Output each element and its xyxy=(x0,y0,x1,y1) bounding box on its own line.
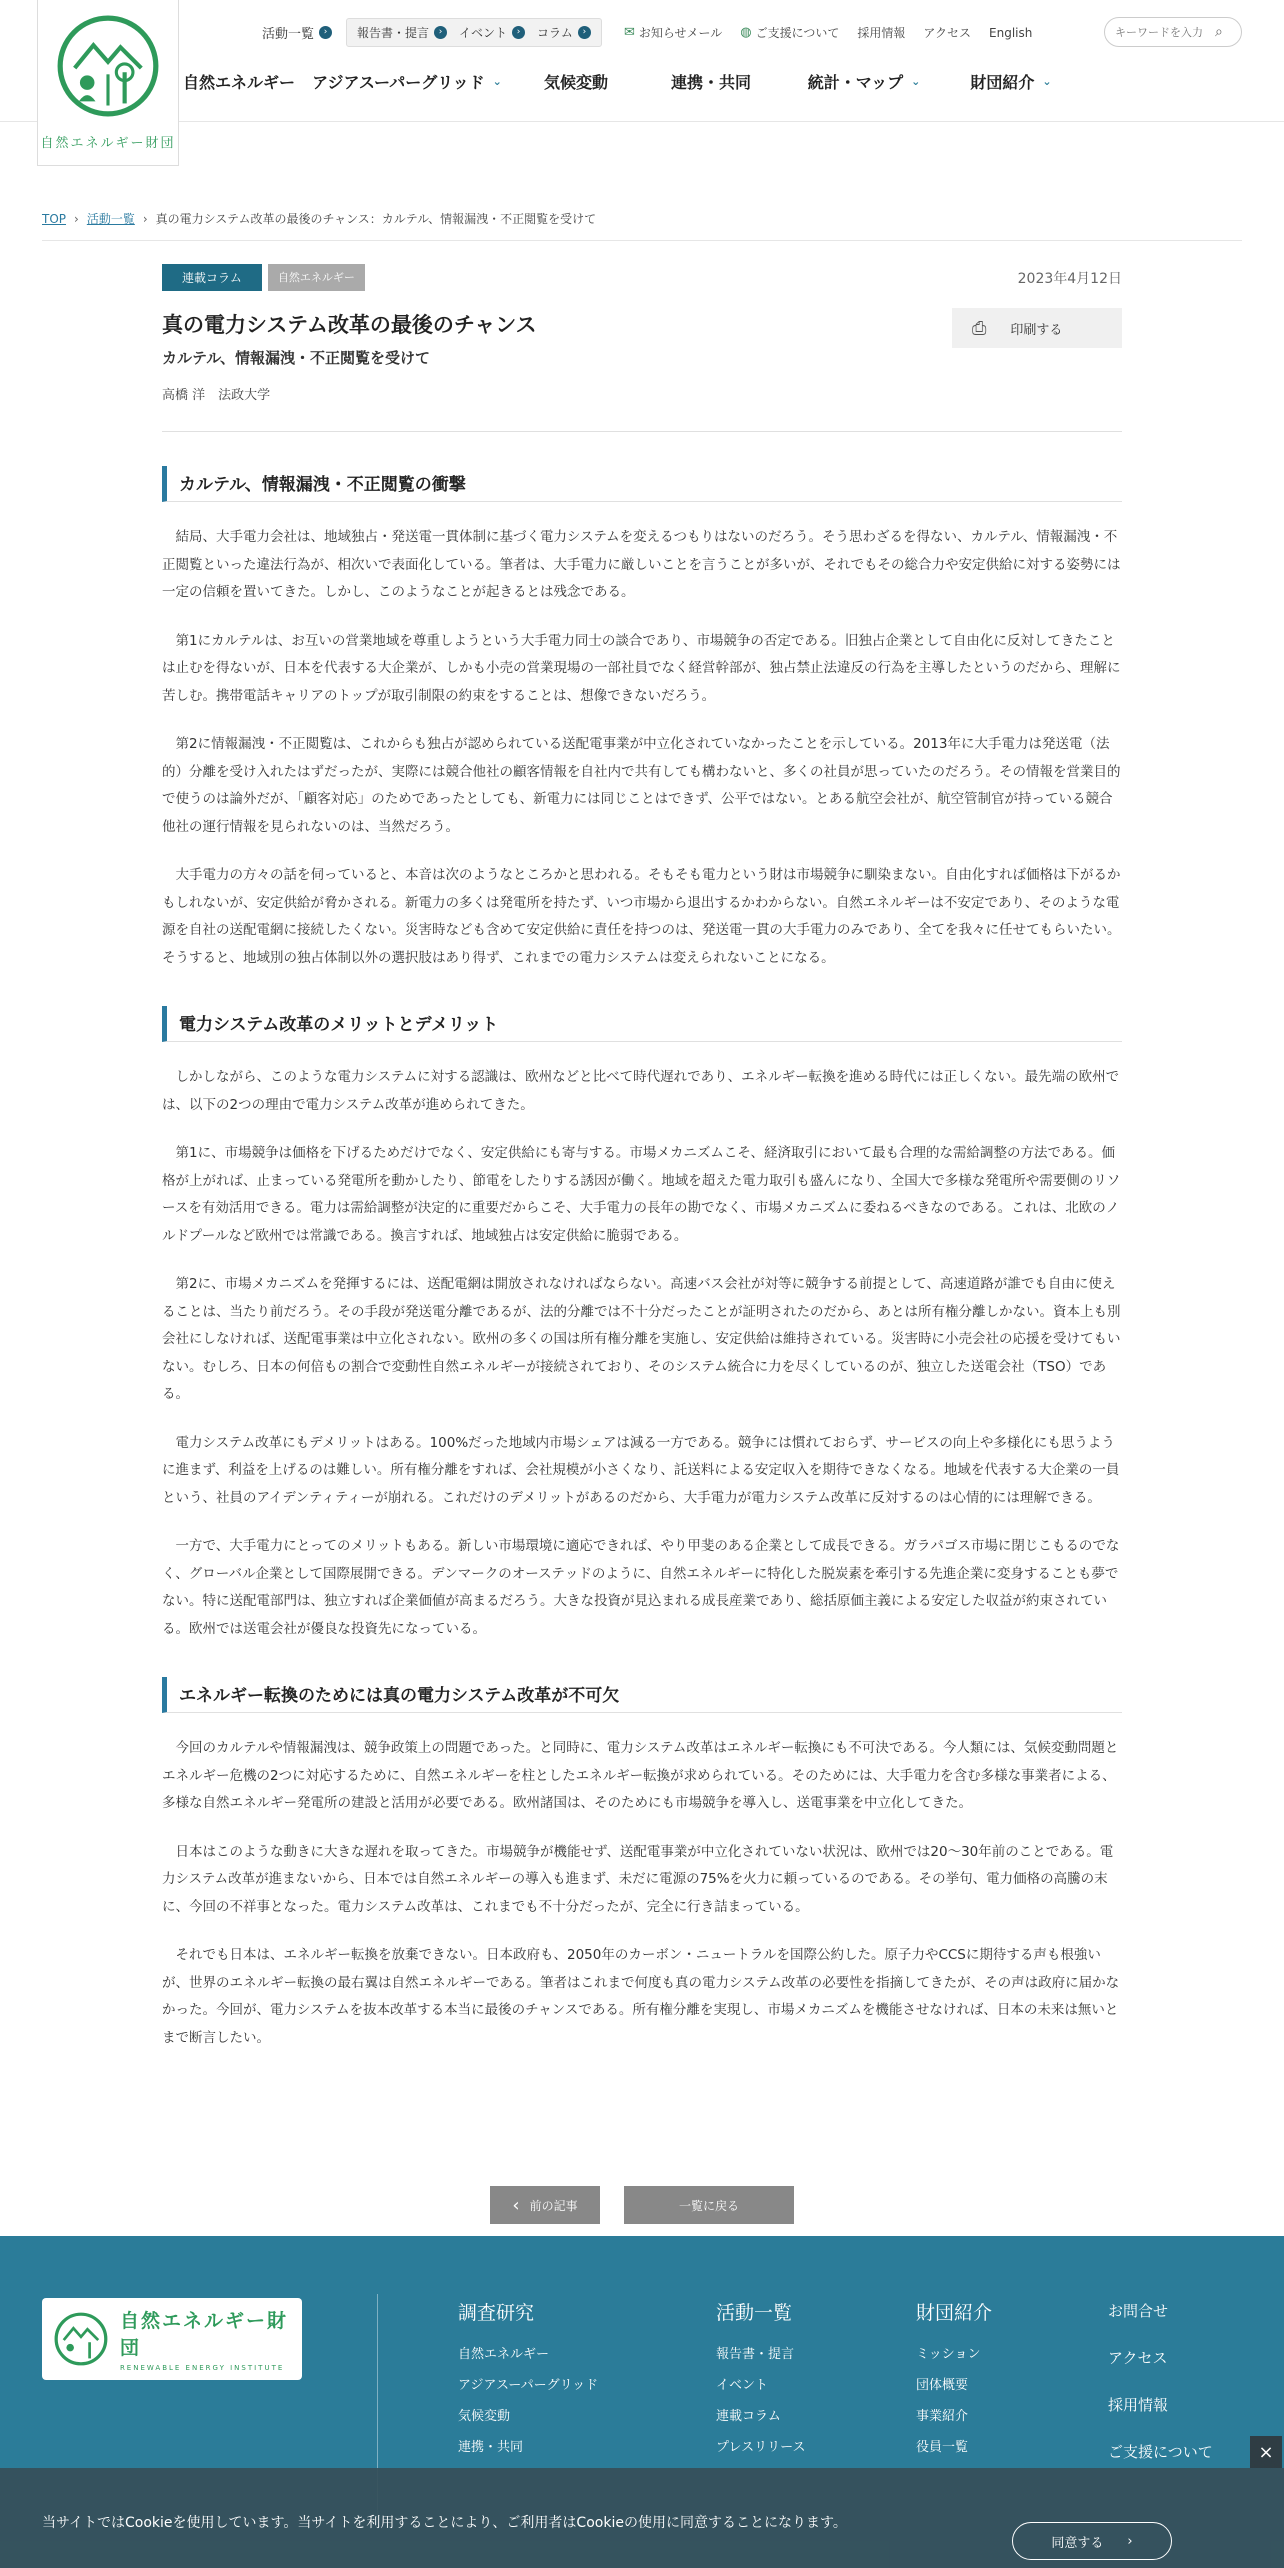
site-header xyxy=(0,0,1284,151)
topnav-events[interactable] xyxy=(459,24,525,41)
article-subtitle: カルテル、情報漏洩・不正閲覧を受けて xyxy=(162,349,431,367)
footer-col-heading[interactable]: 調査研究 xyxy=(458,2302,535,2324)
paragraph: 一方で、大手電力にとってのメリットもある。新しい市場環境に適応できれば、やり甲斐のある企業として成長できる。ガラパゴス市場に閉じこもるのでなく、グローバル企業として国際展開できる。デンマークのオーステッドのように、自然エネルギーに特化した脱炭素を牽引する先進企業に変身することも夢でない。特に送配電部門は、独立すれば企業価値が高まるだろう。大きな投資が見込まれる成長産業であり、総括原価主義による安定した収益が約束されている。欧州では送電会社が優良な投資先になっている。 xyxy=(162,1538,1120,1637)
util-english-label: English xyxy=(989,25,1033,40)
article-title: 真の電力システム改革の最後のチャンス xyxy=(162,313,537,337)
breadcrumb xyxy=(42,210,596,227)
logo-emblem-icon xyxy=(56,14,160,118)
article-tags xyxy=(162,264,1122,291)
paragraph: 大手電力の方々の話を伺っていると、本音は次のようなところかと思われる。そもそも電力という財は市場競争に馴染まない。自由化すれば価格は下がるかもしれないが、安定供給が脅かされる。新電力の多くは発電所を持たず、いつ市場から退出するかわからない。自然エネルギーは不安定であり、そのような電源を自社の送配電網に接続したくない。災害時なども含めて安定供給に責任を持つのは、発送電一貫の大手電力のみであり、全てを我々に任せてもらいたい。そうすると、地域別の独占体制以外の選択肢はあり得ず、これまでの電力システムは変えられないことになる。 xyxy=(162,867,1121,966)
utility-links xyxy=(624,24,1050,41)
chevron-right-icon: › xyxy=(1127,2533,1133,2549)
search-input[interactable] xyxy=(1115,26,1215,39)
chevron-down-icon: ⌄ xyxy=(911,75,921,88)
logo-text: 自然エネルギー財団 xyxy=(40,136,176,151)
divider xyxy=(42,240,1242,241)
footer-access[interactable]: アクセス xyxy=(1108,2349,1168,2367)
footer-support[interactable]: ご支援について xyxy=(1108,2443,1213,2461)
mainnav-renewable[interactable] xyxy=(180,70,298,93)
tag-column[interactable]: 連載コラム xyxy=(162,264,262,291)
footer-col-about xyxy=(916,2298,992,2467)
footer-link[interactable]: アジアスーパーグリッド xyxy=(458,2378,599,2393)
prev-article-label: 前の記事 xyxy=(529,2198,578,2213)
footer-link[interactable]: 連載コラム xyxy=(716,2409,781,2424)
mainnav-stats-label: 統計・マップ xyxy=(807,73,904,92)
footer-logo-sub: RENEWABLE ENERGY INSTITUTE xyxy=(119,2364,285,2372)
util-support[interactable] xyxy=(740,24,839,41)
paragraph: 第1に、市場競争は価格を下げるためだけでなく、安定供給にも寄与する。市場メカニズムこそ、経済取引において最も合理的な需給調整の方法である。価格が上がれば、止まっている発電所を動かしたり、節電をしたりする誘因が働く。地域を超えた電力取引も盛んになり、全国大で多様な発電所や需要側のリソースを有効活用できる。電力は需給調整が決定的に重要だからこそ、大手電力の長年の勘でなく、市場メカニズムに委ねるべきなのである。これは、北欧のノルドプールなど欧州では常識である。換言すれば、地域独占は安定供給に脆弱である。 xyxy=(162,1145,1121,1244)
section-heading: カルテル、情報漏洩・不正閲覧の衝撃 xyxy=(162,466,1122,502)
cookie-text: 当サイトではCookieを使用しています。当サイトを利用することにより、ご利用者はCookieの使用に同意することになります。 xyxy=(42,2515,847,2531)
breadcrumb-current: 真の電力システム改革の最後のチャンス：カルテル、情報漏洩・不正閲覧を受けて xyxy=(155,212,597,226)
paragraph: 結局、大手電力会社は、地域独占・発送電一貫体制に基づく電力システムを変えるつもりはないのだろう。そう思わざるを得ない、カルテル、情報漏洩・不正閲覧といった違法行為が、相次いで表面化している。筆者は、大手電力に厳しいことを言うことが多いが、それでもその総合力や安定供給に対する姿勢には一定の信頼を置いてきた。しかし、このようなことが起きるとは残念である。 xyxy=(162,529,1121,600)
back-to-list-button[interactable] xyxy=(624,2186,794,2224)
breadcrumb-top[interactable]: TOP xyxy=(42,211,67,226)
arrow-right-icon: › xyxy=(319,26,332,39)
paragraph: 第2に情報漏洩・不正閲覧は、これからも独占が認められている送配電事業が中立化されていなかったことを示している。2013年に大手電力は発送電（法的）分離を受け入れたはずだったが、実際には競合他社の顧客情報を自社内で共有しても構わないと、多くの社員が思っていたのだろう。その情報を営業目的で使うのは論外だが、「顧客対応」のためであったとしても、新電力には同じことはできず、公平ではない。とある航空会社が、航空管制官が持っている競合他社の運行情報を見られないのは、当然だろう。 xyxy=(162,736,1121,835)
mainnav-about-label: 財団紹介 xyxy=(970,73,1035,92)
top-nav xyxy=(262,18,1050,47)
mainnav-asia-supergrid[interactable] xyxy=(298,70,516,93)
paragraph: 今回のカルテルや情報漏洩は、競争政策上の問題であった。と同時に、電力システム改革はエネルギー転換にも不可決である。今人類には、気候変動問題とエネルギー危機の2つに対応するために、自然エネルギーを柱としたエネルギー転換が求められている。そのためには、大手電力を含む多様な事業者による、多様な自然エネルギー発電所の建設と活用が必要である。欧州諸国は、そのためにも市場競争を導入し、送電事業を中立化してきた。 xyxy=(162,1740,1119,1811)
printer-icon: ⎙ xyxy=(972,317,987,339)
paragraph: 第2に、市場メカニズムを発揮するには、送配電網は開放されなければならない。高速バス会社が対等に競争する前提として、高速道路が誰でも自由に使えることは、当たり前だろう。その手段が発送電分離であるが、法的分離では不十分だったことが証明されたのだから、あとは所有権分離しかない。資本上も別会社にしなければ、送配電事業は中立化されない。欧州の多くの国は所有権分離を実施し、安定供給は維持されている。災害時に小売会社の応援を受けてもいない。むしろ、日本の何倍もの割合で変動性自然エネルギーが接続されており、そのシステム統合に力を尽くしているのが、独立した送電会社（TSO）である。 xyxy=(162,1276,1121,1402)
footer-link[interactable]: 連携・共同 xyxy=(458,2440,524,2455)
paragraph: それでも日本は、エネルギー転換を放棄できない。日本政府も、2050年のカーボン・ニュートラルを国際公約した。原子力やCCSに期待する声も根強いが、世界のエネルギー転換の最右翼は自然エネルギーである。筆者はこれまで何度も真の電力システム改革の必要性を指摘してきたが、その声は政府に届かなかった。今回が、電力システムを抜本改革する本当に最後のチャンスである。所有権分離を実現し、市場メカニズムを機能させなければ、日本の未来は無いとまで断言したい。 xyxy=(162,1947,1120,2046)
util-access[interactable] xyxy=(923,24,971,41)
footer-link[interactable]: 団体概要 xyxy=(916,2378,969,2393)
section-heading: エネルギー転換のためには真の電力システム改革が不可欠 xyxy=(162,1677,1122,1713)
print-button[interactable] xyxy=(952,308,1122,348)
mainnav-climate[interactable] xyxy=(516,70,636,93)
util-recruit[interactable] xyxy=(857,24,905,41)
paragraph: しかしながら、このような電力システムに対する認識は、欧州などと比べて時代遅れであり、エネルギー転換を進める時代には正しくない。最先端の欧州では、以下の2つの理由で電力システム改革が進められてきた。 xyxy=(162,1069,1120,1113)
search-box xyxy=(1104,17,1242,47)
article-author: 高橋 洋 法政大学 xyxy=(162,388,271,403)
article-date: 2023年4月12日 xyxy=(1017,271,1122,287)
cookie-close-button[interactable]: × xyxy=(1250,2436,1282,2468)
mainnav-stats[interactable] xyxy=(786,70,942,93)
mainnav-collaboration[interactable] xyxy=(636,70,786,93)
footer-link[interactable]: プレスリリース xyxy=(716,2440,806,2455)
footer-logo[interactable] xyxy=(42,2298,302,2380)
mainnav-renewable-label: 自然エネルギー xyxy=(182,73,295,92)
breadcrumb-separator-icon: › xyxy=(142,211,148,226)
util-access-label: アクセス xyxy=(923,26,972,40)
topnav-events-label: イベント xyxy=(459,26,508,40)
util-newsletter[interactable] xyxy=(624,24,722,41)
topnav-sub-pill xyxy=(346,18,602,47)
tag-category[interactable]: 自然エネルギー xyxy=(268,264,365,291)
article xyxy=(162,264,1122,2052)
footer-contact[interactable]: お問合せ xyxy=(1108,2302,1169,2320)
footer-util-links xyxy=(1108,2300,1213,2488)
footer-link[interactable]: 気候変動 xyxy=(458,2409,511,2424)
footer-col-heading[interactable]: 財団紹介 xyxy=(916,2302,993,2324)
mainnav-collaboration-label: 連携・共同 xyxy=(670,73,751,92)
arrow-right-icon: › xyxy=(434,26,447,39)
topnav-reports[interactable] xyxy=(357,24,447,41)
search-icon[interactable]: ⌕ xyxy=(1215,24,1223,40)
topnav-activities-label: 活動一覧 xyxy=(262,27,315,42)
back-to-list-label: 一覧に戻る xyxy=(678,2198,739,2213)
arrow-right-icon: › xyxy=(578,26,591,39)
topnav-activities[interactable] xyxy=(262,23,332,42)
print-label: 印刷する xyxy=(1010,322,1063,338)
support-globe-icon: ◍ xyxy=(740,25,752,40)
footer-col-research xyxy=(458,2298,598,2467)
footer-logo-text xyxy=(120,2306,302,2372)
arrow-right-icon: › xyxy=(512,26,525,39)
breadcrumb-separator-icon: › xyxy=(74,211,79,226)
mail-icon: ✉ xyxy=(623,25,635,40)
breadcrumb-activities[interactable]: 活動一覧 xyxy=(86,212,135,226)
topnav-columns[interactable] xyxy=(537,24,591,41)
chevron-left-icon: ‹ xyxy=(512,2194,520,2216)
footer-col-activities xyxy=(716,2298,805,2467)
util-support-label: ご支援について xyxy=(755,26,840,40)
cookie-agree-button[interactable] xyxy=(1012,2522,1172,2560)
section-heading: 電力システム改革のメリットとデメリット xyxy=(162,1006,1122,1042)
divider xyxy=(162,431,1122,432)
logo-emblem-icon xyxy=(54,2311,108,2367)
footer-logo-name: 自然エネルギー財団 xyxy=(119,2310,288,2359)
paragraph: 第1にカルテルは、お互いの営業地域を尊重しようという大手電力同士の談合であり、市場競争の否定である。旧独占企業として自由化に反対してきたことは止むを得ないが、日本を代表する大企業が、しかも小売の営業現場の一部社員でなく経営幹部が、独占禁止法違反の行為を主導したというのだから、理解に苦しむ。携帯電話キャリアのトップが取引制限の約束をすることは、想像できないだろう。 xyxy=(162,632,1121,704)
mainnav-climate-label: 気候変動 xyxy=(543,73,608,92)
util-english[interactable] xyxy=(989,26,1032,40)
footer-link[interactable]: 事業紹介 xyxy=(916,2409,969,2424)
cookie-agree-label: 同意する xyxy=(1051,2535,1104,2551)
mainnav-asia-supergrid-label: アジアスーパーグリッド xyxy=(312,73,485,92)
mainnav-about[interactable] xyxy=(942,70,1080,93)
topnav-columns-label: コラム xyxy=(537,26,573,40)
footer-link[interactable]: 自然エネルギー xyxy=(458,2347,550,2362)
cookie-banner xyxy=(0,2468,1284,2568)
site-logo[interactable] xyxy=(37,0,179,166)
article-pager xyxy=(490,2186,794,2224)
util-newsletter-label: お知らせメール xyxy=(638,26,723,40)
chevron-down-icon: ⌄ xyxy=(1042,75,1052,88)
footer-recruit[interactable]: 採用情報 xyxy=(1108,2396,1169,2414)
footer-link[interactable]: ミッション xyxy=(916,2347,981,2362)
footer-link[interactable]: 役員一覧 xyxy=(916,2440,969,2455)
footer-link[interactable]: 報告書・提言 xyxy=(716,2347,795,2362)
util-recruit-label: 採用情報 xyxy=(857,26,906,40)
topnav-reports-label: 報告書・提言 xyxy=(357,26,430,40)
prev-article-button[interactable] xyxy=(490,2186,600,2224)
paragraph: 日本はこのような動きに大きな遅れを取ってきた。市場競争が機能せず、送配電事業が中立化されていない状況は、欧州では20～30年前のことである。電力システム改革が進まないから、日本では自然エネルギーの導入も進まず、未だに電源の75%を火力に頼っているのである。その挙句、電力価格の高騰の末に、今回の不祥事となった。電力システム改革は、これまでも不十分だったが、完全に行き詰まっている。 xyxy=(162,1843,1114,1915)
chevron-down-icon: ⌄ xyxy=(492,75,502,88)
paragraph: 電力システム改革にもデメリットはある。100%だった地域内市場シェアは減る一方である。競争には慣れておらず、サービスの向上や多様化にも思うように進まず、利益を上げるのは難しい。所有権分離をすれば、会社規模が小さくなり、託送料による安定収入を期待できなくなる。地域を代表する大企業の一員という、社員のアイデンティティーが崩れる。これだけのデメリットがあるのだから、大手電力が電力システム改革に反対するのは心情的には理解できる。 xyxy=(162,1434,1120,1506)
main-nav xyxy=(180,70,1180,93)
footer-col-heading[interactable]: 活動一覧 xyxy=(716,2302,793,2324)
footer-link[interactable]: イベント xyxy=(716,2378,769,2393)
